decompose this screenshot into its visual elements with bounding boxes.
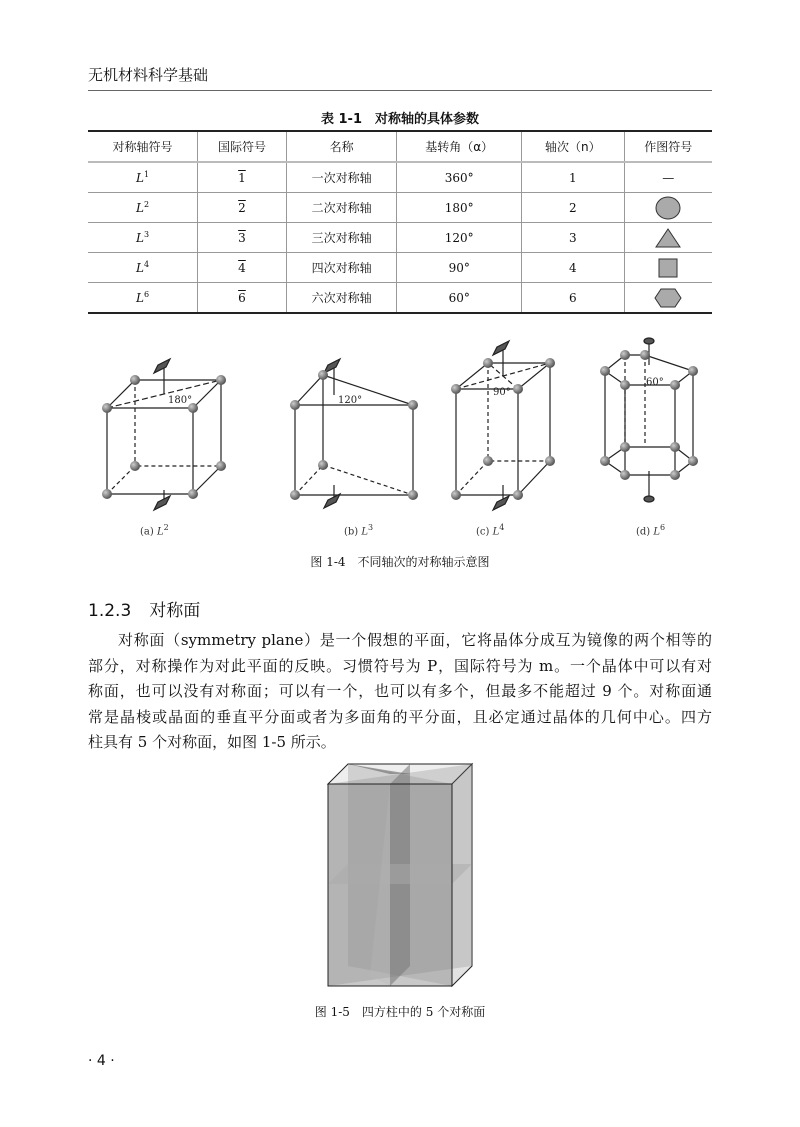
axis-symbol-cell	[88, 162, 198, 193]
subcaption-sup: 6	[660, 523, 666, 532]
rotation-angle-cell: 60°	[397, 283, 522, 314]
column-header: 名称	[286, 131, 396, 162]
table-header-row	[88, 131, 712, 162]
subcaption-sup: 2	[163, 523, 169, 532]
rotation-angle-cell: 90°	[397, 253, 522, 283]
section-title: 对称面	[149, 601, 201, 621]
axis-name-cell: 三次对称轴	[286, 223, 396, 253]
section-number: 1.2.3	[88, 601, 132, 621]
axis-symbol: L	[136, 291, 144, 305]
subcaption-symbol: L	[156, 526, 164, 538]
page-number: · 4 ·	[88, 1053, 115, 1069]
axis-symbol-sup: 6	[143, 290, 150, 299]
axis-symbol-cell	[88, 193, 198, 223]
intl-symbol-cell	[198, 223, 287, 253]
paragraph-line: 称面，也可以没有对称面；可以有一个，也可以有多个，但最多不能超过 9 个。对称面通	[88, 682, 712, 700]
angle-label: 60°	[646, 377, 664, 388]
table-row	[88, 162, 712, 193]
subcaption-symbol: L	[361, 526, 369, 538]
table-row	[88, 283, 712, 314]
drawing-symbol-cell	[624, 162, 712, 193]
column-header: 轴次（n）	[522, 131, 625, 162]
prism-l3-diagram	[290, 359, 418, 508]
body-paragraph	[88, 628, 712, 756]
intl-symbol: 6	[238, 290, 246, 305]
table-caption: 表 1-1 对称轴的具体参数	[320, 112, 479, 127]
axis-symbol: L	[136, 171, 144, 185]
intl-symbol-cell	[198, 162, 287, 193]
axis-symbol-cell	[88, 283, 198, 314]
drawing-symbol-cell	[624, 283, 712, 314]
axis-order-cell: 4	[522, 253, 625, 283]
hexagon-symbol-icon	[653, 287, 683, 309]
subcaption-a	[140, 523, 169, 537]
paragraph-line: 常是晶棱或晶面的垂直平分面或者为多面角的平分面，且必定通过晶体的几何中心。四方	[88, 707, 712, 726]
intl-symbol-cell	[198, 253, 287, 283]
subcaption-b	[344, 523, 373, 537]
subcaption-prefix: (d)	[636, 526, 654, 538]
axis-symbol: L	[136, 231, 144, 245]
angle-label: 180°	[168, 395, 193, 406]
cube-l2-diagram	[102, 359, 226, 510]
rotation-angle-cell: 120°	[397, 223, 522, 253]
header-divider	[88, 90, 712, 91]
subcaption-sup: 3	[368, 523, 374, 532]
intl-symbol: 1	[238, 170, 246, 185]
subcaption-symbol: L	[492, 526, 500, 538]
intl-symbol: 3	[238, 230, 246, 245]
subcaption-c	[476, 523, 504, 537]
intl-symbol: 2	[238, 200, 246, 215]
intl-symbol-cell	[198, 193, 287, 223]
axis-symbol-cell	[88, 223, 198, 253]
drawing-symbol-cell	[624, 253, 712, 283]
column-header: 作图符号	[624, 131, 712, 162]
paragraph-line: 部分，对称操作为对此平面的反映。习惯符号为 P，国际符号为 m。一个晶体中可以有对	[88, 656, 712, 675]
column-header: 基转角（α）	[397, 131, 522, 162]
symmetry-axis-table	[88, 130, 712, 314]
table-row	[88, 193, 712, 223]
axis-symbol-sup: 4	[143, 260, 150, 269]
paragraph-line: 对称面（symmetry plane）是一个假想的平面，它将晶体分成互为镜像的两个相等的	[118, 631, 712, 649]
figure-1-4-caption: 图 1-4 不同轴次的对称轴示意图	[310, 555, 490, 569]
axis-name-cell: 二次对称轴	[286, 193, 396, 223]
drawing-symbol-cell	[624, 223, 712, 253]
subcaption-sup: 4	[499, 523, 505, 532]
section-heading	[88, 596, 200, 621]
intl-symbol: 4	[238, 260, 246, 275]
axis-order-cell: 1	[522, 162, 625, 193]
axis-order-cell: 2	[522, 193, 625, 223]
table-row	[88, 253, 712, 283]
column-header: 国际符号	[198, 131, 287, 162]
axis-symbol-sup: 3	[143, 230, 150, 239]
table-row	[88, 223, 712, 253]
axis-symbol: L	[136, 261, 144, 275]
prism-l4-diagram	[451, 341, 555, 510]
intl-symbol-cell	[198, 283, 287, 314]
axis-order-cell: 3	[522, 223, 625, 253]
axis-name-cell: 四次对称轴	[286, 253, 396, 283]
axis-order-cell: 6	[522, 283, 625, 314]
prism-l6-diagram	[600, 338, 698, 502]
subcaption-prefix: (c)	[476, 526, 493, 538]
running-header: 无机材料科学基础	[88, 66, 209, 84]
paragraph-line: 柱具有 5 个对称面，如图 1-5 所示。	[88, 733, 336, 751]
axis-symbol-cell	[88, 253, 198, 283]
ellipse-symbol-icon	[654, 196, 682, 220]
figure-1-4-axes	[88, 335, 712, 538]
triangle-symbol-icon	[654, 227, 682, 249]
rotation-angle-cell: 180°	[397, 193, 522, 223]
figure-1-5-prism	[326, 762, 474, 988]
no-symbol-dash: —	[662, 170, 675, 185]
drawing-symbol-cell	[624, 193, 712, 223]
square-symbol-icon	[656, 257, 680, 279]
axis-name-cell: 一次对称轴	[286, 162, 396, 193]
axis-symbol-sup: 1	[143, 170, 150, 179]
rotation-angle-cell: 360°	[397, 162, 522, 193]
subcaption-prefix: (a)	[140, 526, 157, 538]
axis-symbol-sup: 2	[143, 200, 150, 209]
subcaption-d	[636, 523, 665, 537]
column-header: 对称轴符号	[112, 140, 173, 154]
subcaption-prefix: (b)	[344, 526, 362, 538]
axis-symbol: L	[136, 201, 144, 215]
angle-label: 90°	[493, 387, 511, 398]
axis-name-cell: 六次对称轴	[286, 283, 396, 314]
figure-1-5-caption: 图 1-5 四方柱中的 5 个对称面	[314, 1005, 486, 1019]
subcaption-symbol: L	[653, 526, 661, 538]
angle-label: 120°	[338, 395, 363, 406]
